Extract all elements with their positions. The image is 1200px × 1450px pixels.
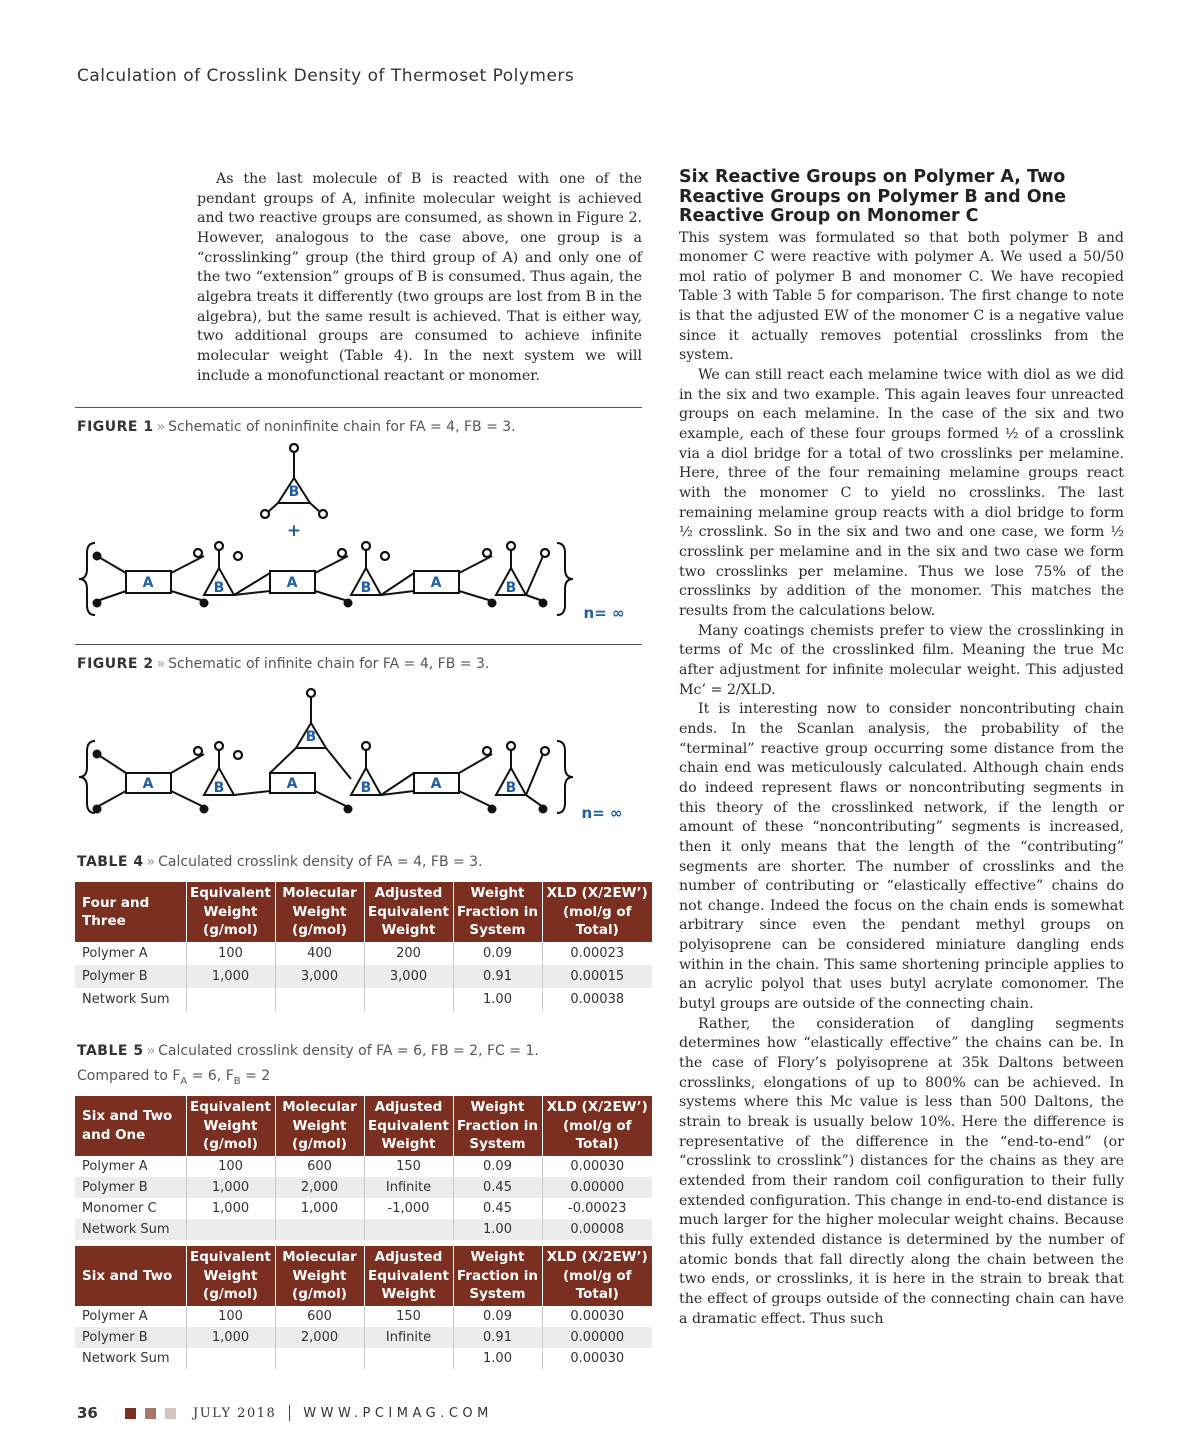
figure1-caption-text: Schematic of noninfinite chain for FA = 4, FB = 3.: [168, 419, 516, 435]
page-footer: [77, 1403, 493, 1423]
table-cell: 0.00000: [542, 1177, 652, 1198]
table-cell: 0.91: [453, 1327, 542, 1348]
table-cell: 2,000: [275, 1327, 364, 1348]
table-cell: Polymer A: [75, 1156, 186, 1177]
figure1-node-a-1: A: [142, 575, 154, 591]
table-cell: 0.00000: [542, 1327, 652, 1348]
table-cell: 3,000: [275, 965, 364, 988]
figure1-arrow: »: [156, 419, 166, 435]
table-cell: 2,000: [275, 1177, 364, 1198]
table-cell: 150: [364, 1306, 453, 1327]
table-row: [75, 965, 652, 988]
table-cell: 400: [275, 942, 364, 965]
table-cell: 1,000: [186, 1198, 275, 1219]
table-cell: -1,000: [364, 1198, 453, 1219]
table-cell: 1,000: [275, 1198, 364, 1219]
intro-paragraph: As the last molecule of B is reacted with one of the pendant groups of A, infinite molecular weight is achieved and two reactive groups are consumed, as shown in Figure 2. However, analogous to the case above, one group is a “crosslinking” group (the third group of A) and only one of the two “extension” groups of B is consumed. Thus again, the algebra treats it differently (two groups are lost from B in the algebra), but the same result is achieved. That is either way, two additional groups are consumed to achieve infinite molecular weight (Table 4). In the next system we will include a monofunctional reactant or monomer.: [197, 171, 642, 384]
table-cell: 0.00008: [542, 1219, 652, 1240]
table-cell: 0.00030: [542, 1156, 652, 1177]
figure2-schematic: [75, 685, 642, 825]
figure1-rule: [75, 407, 642, 408]
table-cell: 1,000: [186, 1327, 275, 1348]
table-cell: [275, 1219, 364, 1240]
table-cell: 1,000: [186, 965, 275, 988]
table5a-header-row: [75, 1096, 652, 1156]
table4-caption-text: Calculated crosslink density of FA = 4, FB = 3.: [158, 854, 483, 870]
figure2-node-a-3: A: [430, 776, 442, 792]
table-cell: [186, 988, 275, 1011]
table-cell: 1,000: [186, 1177, 275, 1198]
table-header-cell: Adjusted Equivalent Weight: [364, 882, 453, 942]
figure1-node-a-3: A: [430, 575, 442, 591]
table-cell: [275, 1348, 364, 1369]
footer-square: [165, 1408, 176, 1419]
figure2-caption: [77, 656, 489, 672]
table-cell: 1.00: [453, 1348, 542, 1369]
table-cell: 600: [275, 1306, 364, 1327]
figure2-node-a-1: A: [142, 776, 154, 792]
figure2-repeat-label: n= ∞: [581, 804, 623, 822]
table-cell: [186, 1219, 275, 1240]
table-cell: 0.00030: [542, 1348, 652, 1369]
figure1-caption: [77, 419, 516, 435]
figure2-node-b-3: B: [505, 780, 517, 796]
right-paragraph: Many coatings chemists prefer to view the crosslinking in terms of Mc of the crosslinked film. Meaning the true Mc after adjustment for infinite molecular weight. This adjusted Mc’ = 2/XLD.: [679, 622, 1124, 698]
right-paragraph: We can still react each melamine twice with diol as we did in the six and two example. This again leaves four unreacted groups on each melamine. In the case of the six and two example, each of these four groups formed ½ of a crosslink via a diol bridge for a total of two crosslinks per melamine. Here, three of the four remaining melamine groups react with the monomer C to yield no crosslinks. The last remaining melamine group reacts with a diol bridge to form ½ crosslink. So in the six and two and one case, we form ½ crosslink per melamine and in the six and two case we form two crosslinks per melamine. Thus we lose 75% of the crosslinks by addition of the monomer. This matches the results from the calculations below.: [679, 367, 1124, 619]
figure2-caption-text: Schematic of infinite chain for FA = 4, FB = 3.: [168, 656, 490, 672]
right-paragraph: Rather, the consideration of dangling segments determines how “elastically effective” the chains can be. In the case of Flory’s polyisoprene at 35k Daltons between crosslinks, elongations of up to 800% can be achieved. In systems where this Mc value is less than 500 Daltons, the strain to break is usually below 10%. Here the difference is representative of the difference in the “end-to-end” (or “crosslink to crosslink”) distances for the chains as they are extended from their random coil configuration to their fully extended configuration. This change in end-to-end distance is much larger for the higher molecular weight chains. Because this fully extended distance is determined by the number of atomic bonds that fall directly along the chain between the two ends, or crosslinks, it is here in the strain to break that the effect of groups outside of the connecting chain can have a dramatic effect. Thus such: [679, 1015, 1124, 1327]
table-cell: Network Sum: [75, 1348, 186, 1369]
table5-caption-text: Calculated crosslink density of FA = 6, FB = 2, FC = 1.: [158, 1043, 539, 1059]
table-cell: 1.00: [453, 988, 542, 1011]
table-cell: 3,000: [364, 965, 453, 988]
table-header-cell: XLD (X/2EW’) (mol/g of Total): [542, 882, 652, 942]
figure1-node-b-2: B: [360, 580, 372, 596]
table5-subcaption: [77, 1068, 270, 1087]
issue-date: JULY 2018: [193, 1405, 277, 1421]
table-cell: 0.91: [453, 965, 542, 988]
table-cell: [364, 1348, 453, 1369]
figure1-label: FIGURE 1: [77, 419, 154, 435]
table-cell: 0.00023: [542, 942, 652, 965]
table-row: [75, 1198, 652, 1219]
figure2-rule: [75, 644, 642, 645]
table-header-cell: Weight Fraction in System: [453, 882, 542, 942]
table5-sub-a: A: [180, 1075, 188, 1087]
table5-six-two: [75, 1246, 652, 1369]
right-paragraph: It is interesting now to consider noncontributing chain ends. In the Scanlan analysis, the probability of the “terminal” reactive group occurring some distance from the chain end was meticulously calculated. Although chain ends do indeed represent flaws or noncontributing segments in this theory of the crosslinked network, if the length or amount of these “noncontributing” segments is increased, then it only means that the length of the “contributing” segments are shorter. The number of crosslinks and the number of contributing or “elastically effective” chains do not change. Indeed the focus on the chain ends is somewhat arbitrary since even the pendant methyl groups on polyisoprene can be considered miniature dangling ends within in the chain. This same shortening principle applies to an acrylic polyol that uses butyl acrylate comonomer. The butyl groups are outside of the connecting chain.: [679, 701, 1124, 1013]
table-cell: Network Sum: [75, 988, 186, 1011]
table-cell: Infinite: [364, 1177, 453, 1198]
figure1-node-b-1: B: [213, 580, 225, 596]
figure1-repeat-label: n= ∞: [583, 604, 625, 622]
table5-caption: [77, 1043, 539, 1059]
footer-square: [145, 1408, 156, 1419]
table-header-cell: XLD (X/2EW’) (mol/g of Total): [542, 1096, 652, 1156]
table-cell: 150: [364, 1156, 453, 1177]
table-cell: 0.00030: [542, 1306, 652, 1327]
table-cell: [186, 1348, 275, 1369]
table5-label: TABLE 5: [77, 1043, 144, 1059]
website-link[interactable]: WWW.PCIMAG.COM: [303, 1405, 493, 1421]
page-number: 36: [77, 1404, 98, 1422]
section-heading: Six Reactive Groups on Polymer A, Two Reactive Groups on Polymer B and One Reactive Group on Monomer C: [679, 167, 1066, 226]
table-cell: 0.09: [453, 1156, 542, 1177]
table-cell: 100: [186, 1306, 275, 1327]
table-row: [75, 1177, 652, 1198]
table4-header-row: [75, 882, 652, 942]
table5-subcaption-mid: = 6, F: [187, 1068, 234, 1084]
table5-subcaption-suffix: = 2: [240, 1068, 271, 1084]
table-cell: [364, 1219, 453, 1240]
figure2-node-b-2: B: [360, 780, 372, 796]
figure1-schematic: [75, 440, 642, 625]
figure1-plus: +: [286, 521, 302, 541]
figure2-label: FIGURE 2: [77, 656, 154, 672]
table-cell: 0.45: [453, 1198, 542, 1219]
table-header-cell: Weight Fraction in System: [453, 1096, 542, 1156]
footer-square: [125, 1408, 136, 1419]
table-cell: 100: [186, 1156, 275, 1177]
table-cell: 200: [364, 942, 453, 965]
table-cell: Infinite: [364, 1327, 453, 1348]
table-header-cell: Weight Fraction in System: [453, 1246, 542, 1306]
table5b-header-row: [75, 1246, 652, 1306]
table-row: [75, 1348, 652, 1369]
figure1-node-b-top: B: [288, 484, 300, 500]
table5-subcaption-prefix: Compared to F: [77, 1068, 181, 1084]
figure2-arrow: »: [156, 656, 166, 672]
table-header-cell: Six and Two: [75, 1246, 186, 1306]
table-cell: Network Sum: [75, 1219, 186, 1240]
intro-column: [197, 170, 642, 386]
right-column: [679, 168, 1124, 1329]
table-header-cell: Equivalent Weight (g/mol): [186, 1246, 275, 1306]
table-cell: Polymer A: [75, 1306, 186, 1327]
table4-label: TABLE 4: [77, 854, 144, 870]
table-row: [75, 1219, 652, 1240]
table-cell: 0.45: [453, 1177, 542, 1198]
right-paragraph: This system was formulated so that both polymer B and monomer C were reactive with polymer A. We used a 50/50 mol ratio of polymer B and monomer C. We have recopied Table 3 with Table 5 for comparison. The first change to note is that the adjusted EW of the monomer C is a negative value since it actually removes potential crosslinks from the system.: [679, 229, 1124, 364]
table-cell: 0.09: [453, 942, 542, 965]
table-row: [75, 942, 652, 965]
table-cell: 1.00: [453, 1219, 542, 1240]
table-header-cell: Equivalent Weight (g/mol): [186, 1096, 275, 1156]
table5-arrow: »: [146, 1043, 156, 1059]
table-cell: Polymer B: [75, 965, 186, 988]
table-header-cell: Six and Two and One: [75, 1096, 186, 1156]
figure2-node-b-1: B: [213, 780, 225, 796]
figure2-node-a-2: A: [286, 776, 298, 792]
footer-divider: [289, 1405, 290, 1421]
table-row: [75, 1306, 652, 1327]
table-header-cell: XLD (X/2EW’) (mol/g of Total): [542, 1246, 652, 1306]
table-cell: 100: [186, 942, 275, 965]
table-header-cell: Molecular Weight (g/mol): [275, 1246, 364, 1306]
figure1-node-b-3: B: [505, 580, 517, 596]
table-cell: 600: [275, 1156, 364, 1177]
table-cell: Polymer B: [75, 1177, 186, 1198]
table-cell: Polymer A: [75, 942, 186, 965]
table4-arrow: »: [146, 854, 156, 870]
figure1-node-a-2: A: [286, 575, 298, 591]
table-cell: [364, 988, 453, 1011]
table-row: [75, 988, 652, 1011]
table-cell: Monomer C: [75, 1198, 186, 1219]
table-cell: 0.09: [453, 1306, 542, 1327]
table-cell: Polymer B: [75, 1327, 186, 1348]
table-cell: -0.00023: [542, 1198, 652, 1219]
table-cell: [275, 988, 364, 1011]
table-header-cell: Adjusted Equivalent Weight: [364, 1246, 453, 1306]
table5-sub-b: B: [233, 1075, 241, 1087]
table-row: [75, 1156, 652, 1177]
table4: [75, 882, 652, 1011]
figure2-node-b-top: B: [305, 729, 317, 745]
table-cell: 0.00015: [542, 965, 652, 988]
table-header-cell: Molecular Weight (g/mol): [275, 882, 364, 942]
table-header-cell: Four and Three: [75, 882, 186, 942]
table-header-cell: Equivalent Weight (g/mol): [186, 882, 275, 942]
table-header-cell: Molecular Weight (g/mol): [275, 1096, 364, 1156]
table-header-cell: Adjusted Equivalent Weight: [364, 1096, 453, 1156]
table-cell: 0.00038: [542, 988, 652, 1011]
running-title: Calculation of Crosslink Density of Thermoset Polymers: [77, 66, 575, 86]
table-row: [75, 1327, 652, 1348]
table4-caption: [77, 854, 483, 870]
table5-six-two-one: [75, 1096, 652, 1240]
